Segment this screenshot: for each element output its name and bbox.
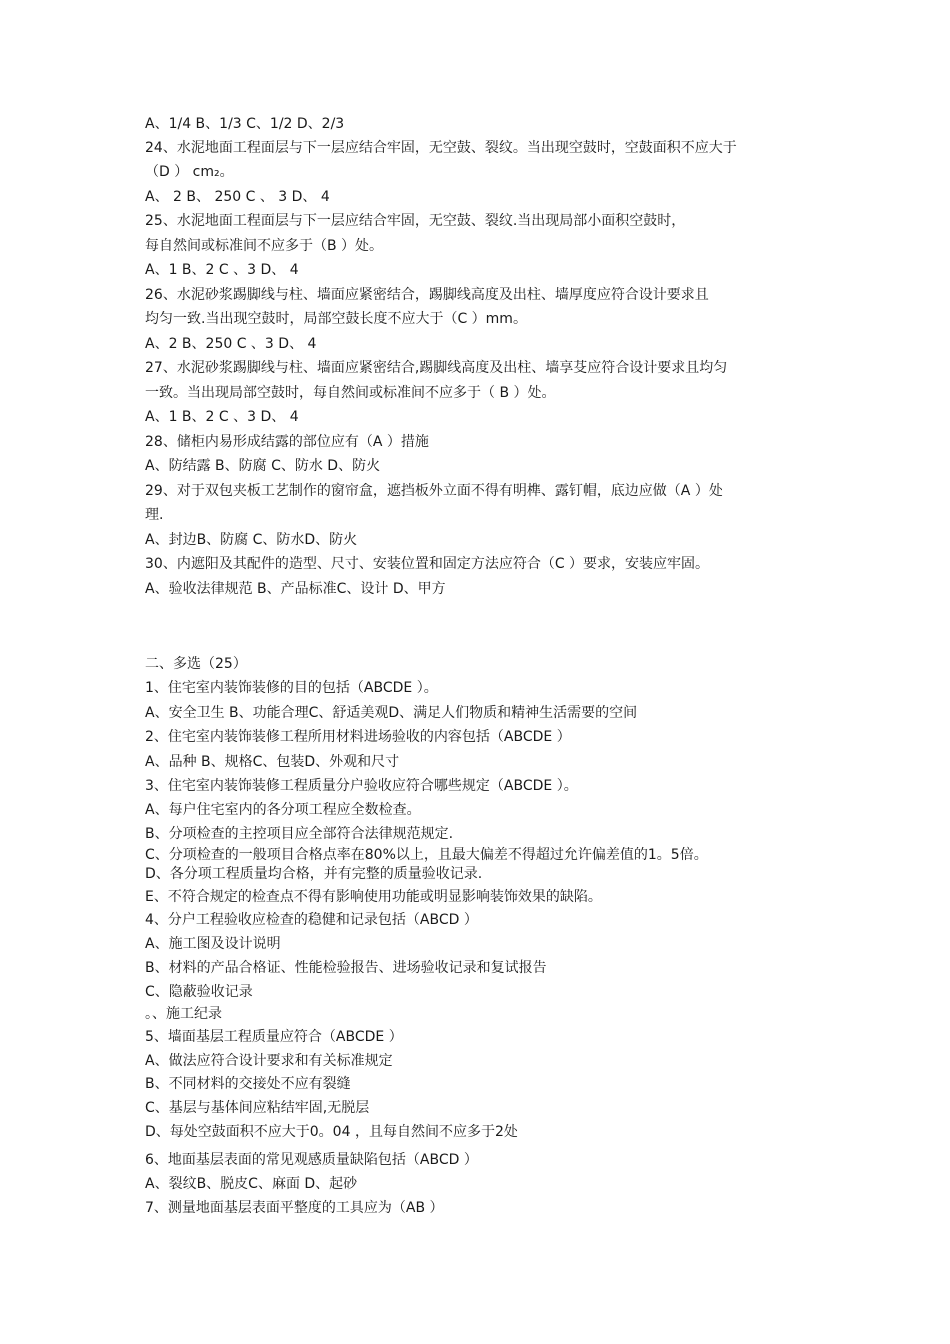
text-line: 2、住宅室内装饰装修工程所用材料进场验收的内容包括（ABCDE ） [145, 729, 571, 745]
text-line: 均匀一致.当出现空鼓时，局部空鼓长度不应大于（C ）mm。 [145, 311, 527, 327]
text-line: B、不同材料的交接处不应有裂缝 [145, 1076, 351, 1092]
text-line: 24、水泥地面工程面层与下一层应结合牢固，无空鼓、裂纹。当出现空鼓时，空鼓面积不应大于 [145, 140, 737, 156]
text-line: 30、内遮阳及其配件的造型、尺寸、安装位置和固定方法应符合（C ）要求，安装应牢固。 [145, 556, 710, 572]
text-line: （D ） cm₂。 [145, 164, 234, 180]
text-line: 6、地面基层表面的常见观感质量缺陷包括（ABCD ） [145, 1152, 478, 1168]
text-line: A、验收法律规范 B、产品标准C、设计 D、甲方 [145, 581, 446, 597]
text-line: 一致。当出现局部空鼓时，每自然间或标准间不应多于（ B ）处。 [145, 385, 556, 401]
text-line: A、封边B、防腐 C、防水D、防火 [145, 532, 358, 548]
text-line: 理. [145, 507, 164, 523]
text-line: D、每处空鼓面积不应大于0。04 ，且每自然间不应多于2处 [145, 1124, 518, 1140]
section-heading: 二、多选（25） [145, 656, 247, 672]
text-line: A、1 B、2 C 、3 D、 4 [145, 409, 299, 425]
text-line: C、分项检查的一般项目合格点率在80%以上，且最大偏差不得超过允许偏差值的1。5倍。 [145, 847, 708, 863]
text-line: A、 2 B、 250 C 、 3 D、 4 [145, 189, 330, 205]
text-line: 1、住宅室内装饰装修的目的包括（ABCDE ）。 [145, 680, 438, 696]
text-line: A、安全卫生 B、功能合理C、舒适美观D、满足人们物质和精神生活需要的空间 [145, 705, 638, 721]
text-line: 29、对于双包夹板工艺制作的窗帘盒，遮挡板外立面不得有明榫、露钉帽，底边应做（A ）处 [145, 483, 723, 499]
text-line: A、施工图及设计说明 [145, 936, 281, 952]
text-line: C、基层与基体间应粘结牢固,无脱层 [145, 1100, 370, 1116]
text-line: 每自然间或标准间不应多于（B ）处。 [145, 238, 384, 254]
text-line: B、分项检查的主控项目应全部符合法律规范规定. [145, 826, 454, 842]
text-line: 26、水泥砂浆踢脚线与柱、墙面应紧密结合，踢脚线高度及出柱、墙厚度应符合设计要求且 [145, 287, 709, 303]
text-line: 28、储柜内易形成结露的部位应有（A ）措施 [145, 434, 429, 450]
text-line: A、裂纹B、脱皮C、麻面 D、起砂 [145, 1176, 358, 1192]
text-line: 。、施工纪录 [145, 1006, 222, 1022]
text-line: C、隐蔽验收记录 [145, 984, 253, 1000]
text-line: A、品种 B、规格C、包装D、外观和尺寸 [145, 754, 400, 770]
text-line: D、各分项工程质量均合格，并有完整的质量验收记录. [145, 866, 483, 882]
text-line: 7、测量地面基层表面平整度的工具应为（AB ） [145, 1200, 444, 1216]
text-line: A、防结露 B、防腐 C、防水 D、防火 [145, 458, 381, 474]
text-line: 5、墙面基层工程质量应符合（ABCDE ） [145, 1029, 403, 1045]
text-line: A、2 B、250 C 、3 D、 4 [145, 336, 317, 352]
text-line: A、1 B、2 C 、3 D、 4 [145, 262, 299, 278]
text-line: 27、水泥砂浆踢脚线与柱、墙面应紧密结合,踢脚线高度及出柱、墙享芟应符合设计要求且均匀 [145, 360, 728, 376]
text-line: A、1/4 B、1/3 C、1/2 D、2/3 [145, 116, 345, 132]
text-line: A、每户住宅室内的各分项工程应全数检查。 [145, 802, 421, 818]
text-line: E、不符合规定的检查点不得有影响使用功能或明显影响装饰效果的缺陷。 [145, 889, 602, 905]
text-line: 25、水泥地面工程面层与下一层应结合牢固，无空鼓、裂纹.当出现局部小面积空鼓时， [145, 213, 686, 229]
text-line: A、做法应符合设计要求和有关标准规定 [145, 1053, 393, 1069]
text-line: 3、住宅室内装饰装修工程质量分户验收应符合哪些规定（ABCDE ）。 [145, 778, 578, 794]
text-line: B、材料的产品合格证、性能检验报告、进场验收记录和复试报告 [145, 960, 547, 976]
text-line: 4、分户工程验收应检查的稳健和记录包括（ABCD ） [145, 912, 478, 928]
